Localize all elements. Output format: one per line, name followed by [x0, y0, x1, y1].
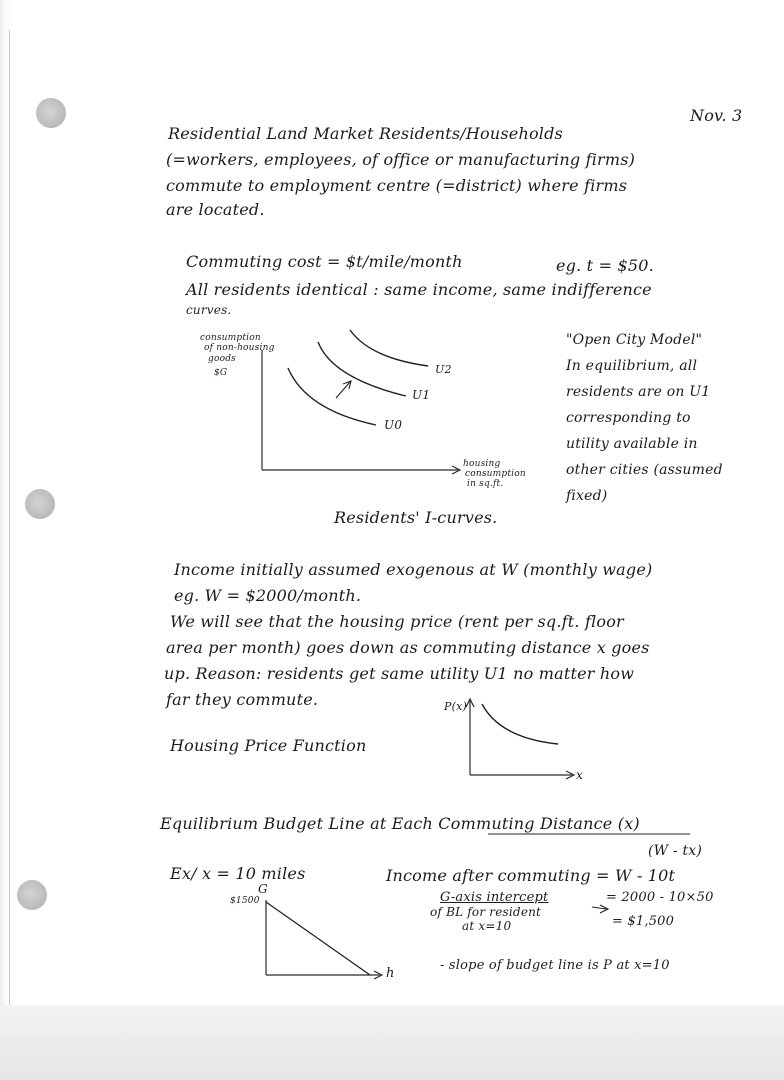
budget-h-label: h [386, 966, 395, 981]
housing-price-y-label: P(x) [444, 700, 467, 713]
budget-axes [266, 900, 382, 979]
intercept-note-3: at x=10 [462, 919, 512, 933]
intercept-note-2: of BL for resident [430, 905, 542, 919]
intro-line-1: Residential Land Market Residents/Households [168, 124, 563, 143]
u0-label: U0 [384, 418, 403, 432]
open-city-line-3: residents are on U1 [566, 384, 711, 400]
housing-price-x-label: x [576, 768, 583, 782]
intro-line-4: are located. [166, 200, 265, 219]
open-city-line-1: "Open City Model" [566, 332, 703, 348]
intercept-arrow [592, 905, 608, 913]
icurve-caption: Residents' I-curves. [334, 508, 498, 527]
budget-example: Ex/ x = 10 miles [170, 864, 306, 883]
budget-g-value: $1500 [230, 896, 260, 906]
income-line-2: eg. W = $2000/month. [174, 586, 362, 605]
icurve-x-label-3: in sq.ft. [467, 479, 504, 489]
u1-label: U1 [412, 388, 431, 402]
income-line-1: Income initially assumed exogenous at W (monthly wage) [174, 560, 653, 579]
commuting-cost-example: eg. t = $50. [556, 256, 654, 275]
icurve-y-label-2: of non-housing [204, 343, 275, 353]
income-line-5: up. Reason: residents get same utility U1 no matter how [164, 664, 635, 683]
indifference-curve-u2 [350, 330, 428, 366]
budget-slope-note: - slope of budget line is P at x=10 [440, 958, 670, 973]
housing-price-axes [466, 699, 574, 779]
icurve-axes [262, 350, 460, 474]
housing-price-label: Housing Price Function [170, 736, 367, 755]
income-line-4: area per month) goes down as commuting distance x goes [166, 638, 650, 657]
budget-result: = $1,500 [612, 914, 675, 929]
residents-identical-line-2: curves. [186, 303, 232, 317]
residents-identical-line: All residents identical : same income, same indifference [186, 280, 652, 299]
icurve-y-label-1: consumption [200, 333, 261, 343]
open-city-line-2: In equilibrium, all [566, 358, 698, 374]
icurve-y-label-3: goods [208, 354, 236, 364]
intro-line-3: commute to employment centre (=district) where firms [166, 176, 628, 195]
icurve-x-label-1: housing [463, 459, 501, 469]
income-line-6: far they commute. [166, 690, 319, 709]
budget-g-label: G [258, 882, 268, 896]
income-line-3: We will see that the housing price (rent per sq.ft. floor [170, 612, 624, 631]
budget-calc: = 2000 - 10×50 [606, 890, 714, 905]
u2-label: U2 [435, 363, 452, 376]
budget-line [266, 902, 370, 975]
budget-income-after: Income after commuting = W - 10t [386, 866, 676, 885]
open-city-line-4: corresponding to [566, 410, 691, 426]
open-city-line-5: utility available in [566, 436, 698, 452]
indifference-curve-u1 [318, 342, 406, 396]
date-label: Nov. 3 [690, 106, 743, 125]
open-city-line-6: other cities (assumed [566, 462, 723, 478]
icurve-y-label-4: $G [214, 368, 228, 378]
intercept-note-1: G-axis intercept [440, 890, 549, 905]
budget-w-minus-tx: (W - tx) [648, 843, 703, 859]
housing-price-curve [482, 704, 558, 744]
open-city-line-7: fixed) [566, 488, 608, 504]
utility-shift-arrow [336, 381, 351, 398]
intro-line-2: (=workers, employees, of office or manufacturing firms) [166, 150, 636, 169]
budget-heading: Equilibrium Budget Line at Each Commuting Distance (x) [160, 814, 640, 833]
indifference-curve-u0 [288, 368, 376, 425]
commuting-cost-line: Commuting cost = $t/mile/month [186, 252, 463, 271]
icurve-x-label-2: consumption [465, 469, 526, 479]
